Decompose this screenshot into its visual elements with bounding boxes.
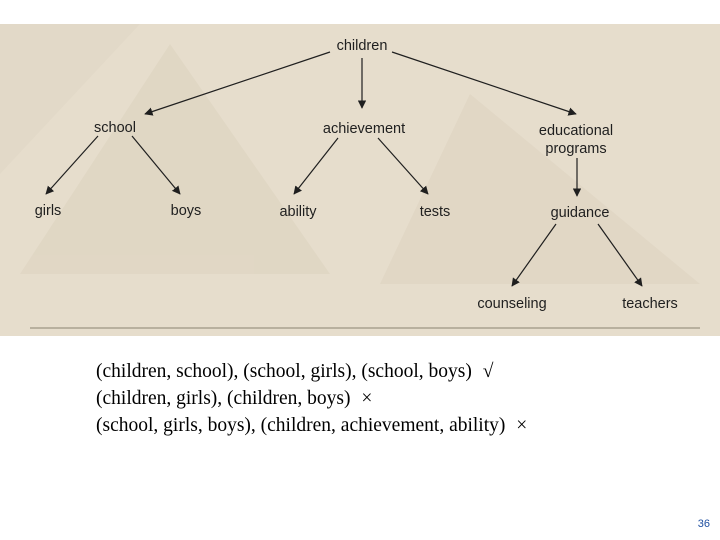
node-counseling: counseling xyxy=(477,296,547,312)
node-guidance: guidance xyxy=(550,205,610,221)
edge-achievement-ability xyxy=(294,138,338,194)
edge-achievement-tests xyxy=(378,138,428,194)
node-girls: girls xyxy=(34,203,62,219)
tree-diagram xyxy=(0,24,720,336)
itemset-notes xyxy=(96,358,696,439)
cross-mark-icon: × xyxy=(516,415,528,436)
check-mark-icon: √ xyxy=(482,361,494,382)
node-boys: boys xyxy=(170,203,202,219)
node-tests: tests xyxy=(419,204,451,220)
node-children: children xyxy=(336,38,388,54)
note-line-2 xyxy=(96,385,696,412)
node-educational-programs-line1: educational xyxy=(538,123,614,139)
note-text: (school, girls, boys), (children, achievement, ability) xyxy=(96,415,506,436)
note-text: (children, girls), (children, boys) xyxy=(96,388,351,409)
edge-children-educational xyxy=(392,52,576,114)
note-text: (children, school), (school, girls), (school, boys) xyxy=(96,361,472,382)
node-achievement: achievement xyxy=(322,121,406,137)
note-line-1 xyxy=(96,358,696,385)
cross-mark-icon: × xyxy=(361,388,373,409)
page-number: 36 xyxy=(697,518,710,530)
node-educational-programs-line2: programs xyxy=(545,141,607,157)
note-line-3 xyxy=(96,412,696,439)
node-ability: ability xyxy=(279,204,317,220)
node-teachers: teachers xyxy=(622,296,678,312)
node-school: school xyxy=(94,120,136,136)
tree-diagram-image xyxy=(0,24,720,336)
